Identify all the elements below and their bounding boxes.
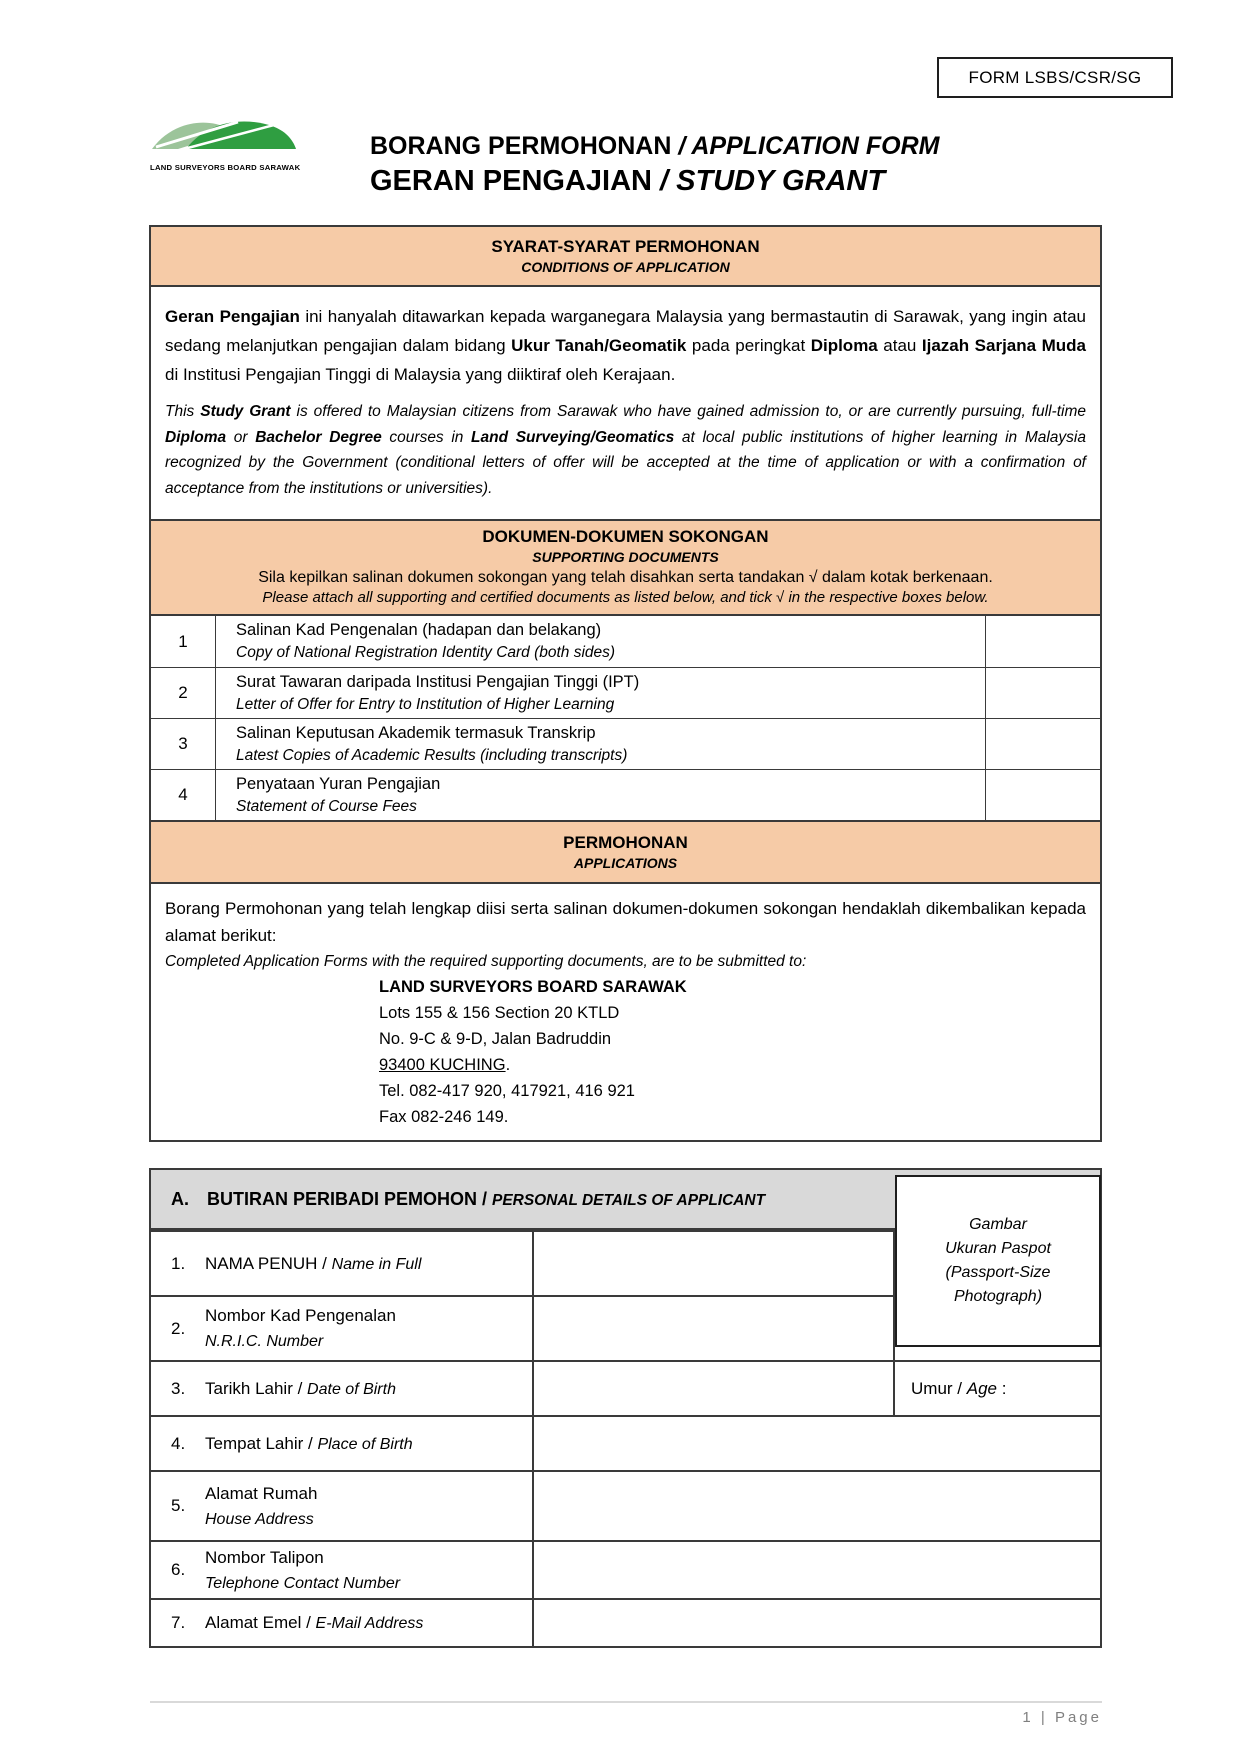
field-label: [151, 1542, 534, 1598]
field-label-text: Nombor Talipon Telephone Contact Number: [205, 1547, 401, 1592]
doc-row-description: [216, 668, 986, 718]
form-title-line1: BORANG PERMOHONAN / APPLICATION FORM: [370, 132, 940, 160]
section-a-personal-details: [149, 1168, 1102, 1648]
lsbs-logo: [150, 114, 314, 172]
doc-desc-my: Salinan Keputusan Akademik termasuk Transkrip: [236, 724, 596, 742]
field-label: [151, 1472, 534, 1540]
field-label-text: Alamat Rumah House Address: [205, 1483, 318, 1528]
tick-box-4[interactable]: [986, 770, 1100, 820]
doc-row-number: 3: [151, 719, 216, 769]
page-number: 1 | Page: [1022, 1709, 1102, 1726]
field-row-house-address: [151, 1470, 1100, 1540]
field-label: [151, 1417, 534, 1470]
field-label-text: NAMA PENUH / Name in Full: [205, 1253, 422, 1273]
field-row-date-of-birth: [151, 1360, 1100, 1415]
documents-heading-my: DOKUMEN-DOKUMEN SOKONGAN: [482, 527, 769, 546]
doc-row-description: [216, 770, 986, 820]
field-number: 1.: [171, 1253, 186, 1273]
field-label: [151, 1297, 534, 1360]
doc-row-number: 4: [151, 770, 216, 820]
input-email-address[interactable]: [534, 1600, 1100, 1646]
doc-row-number: 2: [151, 668, 216, 718]
applications-body: [149, 882, 1102, 1142]
applications-heading-my: PERMOHONAN: [563, 833, 688, 852]
table-row: [151, 616, 1100, 667]
applications-paragraph-en: Completed Application Forms with the required supporting documents, are to be submitted to:: [165, 953, 807, 970]
photo-box-line: (Passport-Size: [945, 1264, 1051, 1281]
age-label: Umur / Age :: [911, 1378, 1007, 1398]
main-content: [149, 225, 1102, 1648]
documents-note-en: Please attach all supporting and certified documents as listed below, and tick √ in the respective boxes below.: [262, 589, 989, 606]
doc-desc-en: Copy of National Registration Identity Card (both sides): [236, 644, 616, 661]
address-tel: Tel. 082-417 920, 417921, 416 921: [379, 1082, 635, 1100]
conditions-heading-my: SYARAT-SYARAT PERMOHONAN: [491, 237, 760, 256]
photo-box-line: Gambar: [969, 1216, 1027, 1233]
documents-header: [149, 519, 1102, 616]
doc-row-number: 1: [151, 616, 216, 667]
conditions-body: [151, 287, 1100, 519]
photo-box[interactable]: [895, 1175, 1101, 1347]
photo-box-line: Photograph): [953, 1288, 1043, 1305]
doc-desc-my: Salinan Kad Pengenalan (hadapan dan belakang): [236, 621, 602, 639]
documents-heading-en: SUPPORTING DOCUMENTS: [532, 549, 719, 565]
tick-box-3[interactable]: [986, 719, 1100, 769]
section-a-title: BUTIRAN PERIBADI PEMOHON / PERSONAL DETAILS OF APPLICANT: [207, 1188, 766, 1209]
submission-address: [379, 974, 1086, 1130]
input-place-of-birth[interactable]: [534, 1417, 1100, 1470]
doc-row-description: [216, 719, 986, 769]
field-number: 2.: [171, 1318, 186, 1338]
conditions-header: [151, 227, 1100, 287]
footer-divider: [150, 1701, 1102, 1703]
documents-table: [149, 614, 1102, 822]
field-label: [151, 1362, 534, 1415]
form-title-line2: GERAN PENGAJIAN / STUDY GRANT: [370, 165, 886, 197]
form-title-block: [370, 130, 939, 200]
section-a-index: A.: [171, 1188, 189, 1209]
input-nric-number[interactable]: [534, 1297, 895, 1360]
conditions-paragraph-my: Geran Pengajian ini hanyalah ditawarkan kepada warganegara Malaysia yang bermastautin di Sarawak, yang ingin atau sedang melanjutkan pengajian dalam bidang Ukur Tanah/Geomatik pada peringkat Diploma atau Ijazah Sarjana Muda di Institusi Pengajian Tinggi di Malaysia yang diiktiraf oleh Kerajaan.: [165, 307, 1086, 384]
input-telephone-number[interactable]: [534, 1542, 1100, 1598]
field-number: 4.: [171, 1433, 186, 1453]
address-name: LAND SURVEYORS BOARD SARAWAK: [379, 978, 687, 996]
conditions-paragraph-en: This Study Grant is offered to Malaysian citizens from Sarawak who have gained admission to, or are currently pursuing, full-time Diploma or Bachelor Degree courses in Land Surveying/Geomatics at local public institutions of higher learning in Malaysia recognized by the Government (conditional letters of offer will be accepted at the time of application or with a confirmation of acceptance from the institutions or universities).: [165, 403, 1086, 497]
field-label-text: Tempat Lahir / Place of Birth: [205, 1433, 413, 1453]
documents-note-my: Sila kepilkan salinan dokumen sokongan yang telah disahkan serta tandakan √ dalam kotak berkenaan.: [258, 569, 993, 586]
table-row: [151, 667, 1100, 718]
table-row: [151, 769, 1100, 820]
field-number: 3.: [171, 1378, 186, 1398]
field-row-place-of-birth: [151, 1415, 1100, 1470]
doc-row-description: [216, 616, 986, 667]
field-row-email: [151, 1598, 1100, 1646]
doc-desc-my: Penyataan Yuran Pengajian: [236, 775, 441, 793]
field-label-text: Alamat Emel / E-Mail Address: [205, 1613, 424, 1632]
applications-paragraph-my: Borang Permohonan yang telah lengkap diisi serta salinan dokumen-dokumen sokongan hendaklah dikembalikan kepada alamat berikut:: [165, 899, 1086, 945]
doc-desc-en: Latest Copies of Academic Results (including transcripts): [236, 747, 628, 764]
field-label: [151, 1232, 534, 1295]
address-line: Lots 155 & 156 Section 20 KTLD: [379, 1004, 620, 1022]
input-date-of-birth[interactable]: [534, 1362, 895, 1415]
table-row: [151, 718, 1100, 769]
lsbs-logo-icon: [150, 143, 312, 160]
input-name-in-full[interactable]: [534, 1232, 895, 1295]
address-fax: Fax 082-246 149.: [379, 1108, 509, 1126]
field-number: 6.: [171, 1560, 186, 1579]
doc-desc-en: Letter of Offer for Entry to Institution of Higher Learning: [236, 696, 615, 713]
field-label-text: Tarikh Lahir / Date of Birth: [205, 1378, 396, 1398]
field-label: [151, 1600, 534, 1646]
conditions-box: [149, 225, 1102, 521]
address-line: No. 9-C & 9-D, Jalan Badruddin: [379, 1030, 612, 1048]
tick-box-2[interactable]: [986, 668, 1100, 718]
doc-desc-my: Surat Tawaran daripada Institusi Pengajian Tinggi (IPT): [236, 673, 640, 691]
form-code-box: [937, 57, 1173, 98]
doc-desc-en: Statement of Course Fees: [236, 798, 417, 815]
address-city: 93400 KUCHING.: [379, 1056, 511, 1074]
field-row-telephone: [151, 1540, 1100, 1598]
applications-header: [149, 820, 1102, 884]
field-label-text: Nombor Kad Pengenalan N.R.I.C. Number: [205, 1306, 396, 1350]
tick-box-1[interactable]: [986, 616, 1100, 667]
field-number: 7.: [171, 1613, 186, 1632]
conditions-heading-en: CONDITIONS OF APPLICATION: [521, 259, 730, 275]
age-cell[interactable]: [895, 1362, 1100, 1415]
form-code-label: FORM LSBS/CSR/SG: [968, 67, 1142, 87]
applications-heading-en: APPLICATIONS: [573, 855, 678, 871]
input-house-address[interactable]: [534, 1472, 1100, 1540]
photo-box-line: Ukuran Paspot: [945, 1240, 1051, 1257]
field-number: 5.: [171, 1496, 186, 1515]
lsbs-logo-caption: LAND SURVEYORS BOARD SARAWAK: [150, 163, 301, 172]
